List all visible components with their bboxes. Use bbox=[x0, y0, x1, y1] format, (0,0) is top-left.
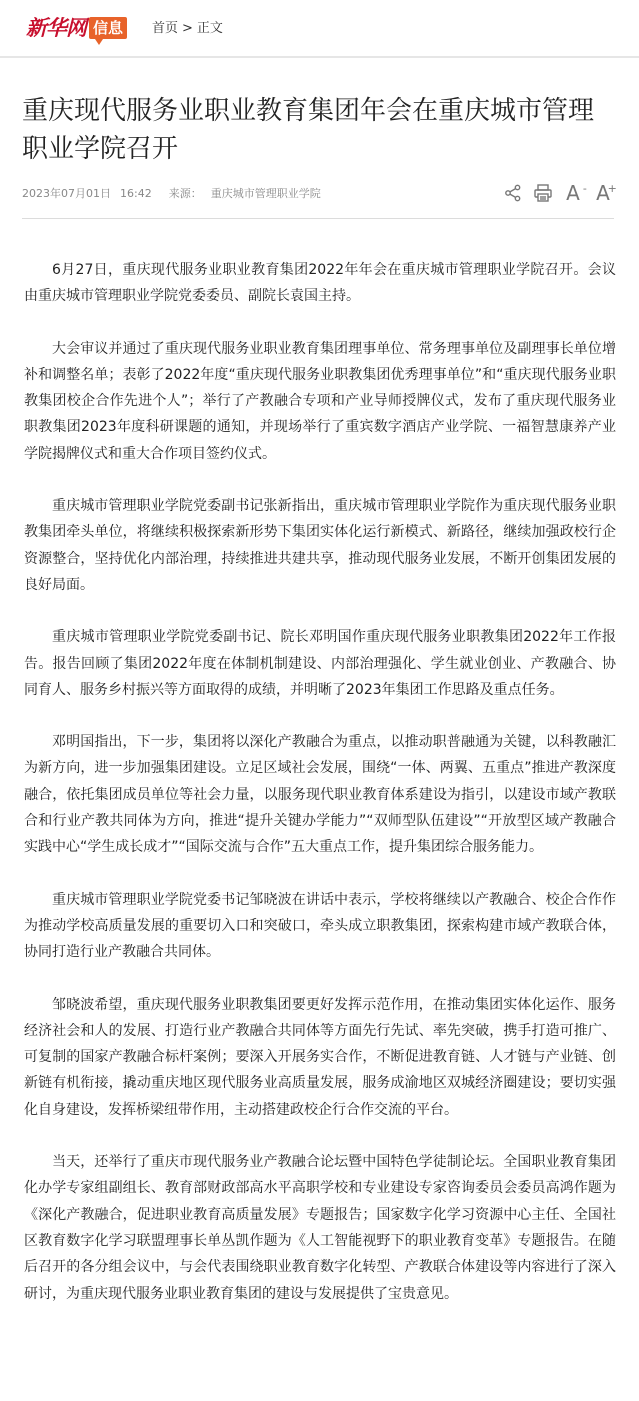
font-decrease-icon[interactable]: A - bbox=[566, 181, 587, 205]
article-paragraph: 邹晓波希望，重庆现代服务业职教集团要更好发挥示范作用，在推动集团实体化运作、服务经济社会和人的发展、打造行业产教融合共同体等方面先行先试、率先突破，携手打造可推广、可复制的国家产教融合标杆案例；要深入开展务实合作，不断促进教育链、人才链与产业链、创新链有机衔接，撬动重庆地区现代服务业高质量发展，服务成渝地区双城经济圈建设；要切实强化自身建设，发挥桥梁纽带作用，主动搭建政校企行合作交流的平台。 bbox=[24, 996, 616, 1118]
article-meta bbox=[22, 186, 321, 202]
breadcrumb-current: 正文 bbox=[196, 21, 223, 36]
publish-date: 2023年07月01日 bbox=[22, 187, 111, 200]
source-name: 重庆城市管理职业学院 bbox=[210, 187, 321, 200]
article-body bbox=[24, 257, 616, 1333]
source-label: 来源： bbox=[168, 187, 202, 200]
meta-divider bbox=[22, 218, 614, 219]
article-paragraph: 重庆城市管理职业学院党委副书记张新指出，重庆城市管理职业学院作为重庆现代服务业职教集团牵头单位，将继续积极探索新形势下集团实体化运行新模式、新路径，继续加强政校行企资源整合，坚持优化内部治理，持续推进共建共享，推动现代服务业发展，不断开创集团发展的良好局面。 bbox=[24, 498, 616, 593]
breadcrumb bbox=[152, 20, 223, 38]
breadcrumb-separator: > bbox=[182, 21, 193, 36]
share-icon[interactable] bbox=[503, 181, 523, 205]
article-toolbar bbox=[503, 180, 617, 206]
publish-time: 16:42 bbox=[120, 187, 152, 200]
breadcrumb-home-link[interactable]: 首页 bbox=[152, 21, 179, 36]
font-increase-icon[interactable]: A + bbox=[596, 181, 617, 205]
logo-main-text: 新华网 bbox=[26, 15, 86, 40]
article-paragraph: 邓明国指出，下一步，集团将以深化产教融合为重点，以推动职普融通为关键，以科教融汇为新方向，进一步加强集团建设。立足区域社会发展，围绕“一体、两翼、五重点”推进产教深度融合，依托集团成员单位等社会力量，以服务现代职业教育体系建设为指引，以建设市域产教联合和行业产教共同体为方向，推进“提升关键办学能力”“双师型队伍建设”“开放型区域产教融合实践中心“学生成长成才”“国际交流与合作”五大重点工作，提升集团综合服务能力。 bbox=[24, 734, 616, 856]
article-paragraph: 大会审议并通过了重庆现代服务业职业教育集团理事单位、常务理事单位及副理事长单位增补和调整名单；表彰了2022年度“重庆现代服务业职教集团优秀理事单位”和“重庆现代服务业职教集团校企合作先进个人”；举行了产教融合专项和产业导师授牌仪式，发布了重庆现代服务业职教集团2023年度科研课题的通知，并现场举行了重宾数字酒店产业学院、一福智慧康养产业学院揭牌仪式和重大合作项目签约仪式。 bbox=[24, 340, 616, 462]
article-title: 重庆现代服务业职业教育集团年会在重庆城市管理职业学院召开 bbox=[22, 96, 595, 164]
article-paragraph: 重庆城市管理职业学院党委副书记、院长邓明国作重庆现代服务业职教集团2022年工作报告。报告回顾了集团2022年度在体制机制建设、内部治理强化、学生就业创业、产教融合、协同育人、服务乡村振兴等方面取得的成绩，并明晰了2023年集团工作思路及重点任务。 bbox=[24, 629, 616, 698]
logo-sub-badge: 信息 bbox=[89, 17, 127, 39]
print-icon[interactable] bbox=[533, 181, 553, 205]
article-paragraph: 重庆城市管理职业学院党委书记邹晓波在讲话中表示，学校将继续以产教融合、校企合作作为推动学校高质量发展的重要切入口和突破口，牵头成立职教集团，探索构建市域产教联合体，协同打造行业产教融合共同体。 bbox=[24, 891, 616, 961]
article-paragraph: 6月27日，重庆现代服务业职业教育集团2022年年会在重庆城市管理职业学院召开。会议由重庆城市管理职业学院党委委员、副院长袁国主持。 bbox=[24, 262, 616, 305]
site-logo[interactable] bbox=[26, 14, 127, 42]
top-bar bbox=[0, 0, 639, 58]
article-paragraph: 当天，还举行了重庆市现代服务业产教融合论坛暨中国特色学徒制论坛。全国职业教育集团化办学专家组副组长、教育部财政部高水平高职学校和专业建设专家咨询委员会委员高鸿作题为《深化产教融合，促进职业教育高质量发展》专题报告；国家数字化学习资源中心主任、全国社区教育数字化学习联盟理事长单丛凯作题为《人工智能视野下的职业教育变革》专题报告。在随后召开的各分组会议中，与会代表围绕职业教育数字化转型、产教联合体建设等内容进行了深入研讨，为重庆现代服务业职业教育集团的建设与发展提供了宝贵意见。 bbox=[24, 1154, 616, 1302]
